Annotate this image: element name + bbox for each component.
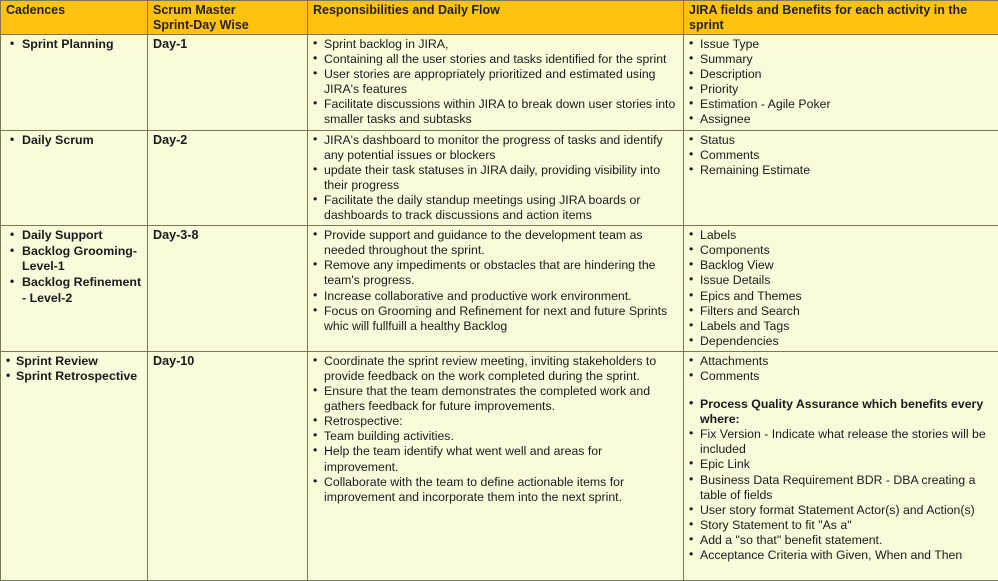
cadence-list	[6, 228, 143, 306]
list-item: • Provide support and guidance to the development team as needed throughout the sprint.	[313, 228, 679, 258]
table-row	[1, 130, 998, 226]
responsibilities-cell	[308, 35, 684, 131]
list-item: • Daily Support	[6, 228, 143, 244]
list-item: • Business Data Requirement BDR - DBA creating a table of fields	[689, 473, 994, 503]
header-cell-jira-fields	[684, 1, 998, 35]
sprint-day-label: Day-10	[153, 354, 303, 370]
list-item: • Remaining Estimate	[689, 163, 994, 178]
list-item: • Focus on Grooming and Refinement for next and future Sprints whic will fullfuill a healthy Backlog	[313, 304, 679, 334]
list-item: • User story format Statement Actor(s) and Action(s)	[689, 503, 994, 518]
list-item: • Facilitate discussions within JIRA to break down user stories into smaller tasks and subtasks	[313, 97, 679, 127]
header-label-jira-fields: JIRA fields and Benefits for each activity in the sprint	[689, 3, 967, 32]
list-item: • Summary	[689, 52, 994, 67]
sprint-day-label: Day-2	[153, 133, 303, 149]
list-item: • Comments	[689, 369, 994, 384]
list-item: • Estimation - Agile Poker	[689, 97, 994, 112]
header-label-responsibilities: Responsibilities and Daily Flow	[313, 3, 500, 17]
list-item: • update their task statuses in JIRA daily, providing visibility into their progress	[313, 163, 679, 193]
cadence-cell	[1, 35, 148, 131]
list-item: • Facilitate the daily standup meetings using JIRA boards or dashboards to track discussions and action items	[313, 193, 679, 223]
table-header	[1, 1, 998, 35]
responsibilities-cell	[308, 226, 684, 352]
cadence-cell	[1, 226, 148, 352]
sprint-day-cell	[148, 130, 308, 226]
list-item: • Add a "so that" benefit statement.	[689, 533, 994, 548]
list-item: • Issue Type	[689, 37, 994, 52]
list-item: • Remove any impediments or obstacles that are hindering the team's progress.	[313, 258, 679, 288]
cadence-list	[6, 354, 143, 385]
table-row	[1, 226, 998, 352]
list-item: • Sprint Planning	[6, 37, 143, 53]
list-item: • Increase collaborative and productive work environment.	[313, 289, 679, 304]
jira-fields-cell	[684, 351, 998, 580]
list-item: • Ensure that the team demonstrates the completed work and gathers feedback for future improvements.	[313, 384, 679, 414]
list-item: • Acceptance Criteria with Given, When and Then	[689, 548, 994, 563]
responsibilities-cell	[308, 130, 684, 226]
list-item: • Backlog Grooming- Level-1	[6, 244, 143, 275]
responsibilities-cell	[308, 351, 684, 580]
list-item: • Backlog View	[689, 258, 994, 273]
jira-fields-list	[689, 354, 994, 563]
list-item: • Dependencies	[689, 334, 994, 349]
jira-section-heading: • Process Quality Assurance which benefits every where:	[689, 397, 994, 427]
sprint-day-label: Day-3-8	[153, 228, 303, 244]
jira-fields-list	[689, 133, 994, 178]
list-item: • JIRA's dashboard to monitor the progress of tasks and identify any potential issues or blockers	[313, 133, 679, 163]
header-cell-responsibilities	[308, 1, 684, 35]
jira-fields-list	[689, 228, 994, 349]
list-item: • Labels	[689, 228, 994, 243]
list-item: • Issue Details	[689, 273, 994, 288]
list-item: • Components	[689, 243, 994, 258]
responsibilities-list	[313, 354, 679, 505]
list-item: • Coordinate the sprint review meeting, inviting stakeholders to provide feedback on the work completed during the sprint.	[313, 354, 679, 384]
cadence-cell	[1, 351, 148, 580]
jira-fields-list	[689, 37, 994, 128]
list-item: • Fix Version - Indicate what release the stories will be included	[689, 427, 994, 457]
list-item: • Epics and Themes	[689, 289, 994, 304]
list-item: • Sprint Review	[6, 354, 143, 370]
list-item: • Story Statement to fit "As a"	[689, 518, 994, 533]
header-cell-cadences	[1, 1, 148, 35]
list-item: • Labels and Tags	[689, 319, 994, 334]
table-row	[1, 351, 998, 580]
table-body	[1, 35, 998, 581]
sprint-day-cell	[148, 351, 308, 580]
list-item: • Sprint Retrospective	[6, 369, 143, 385]
list-item: • Priority	[689, 82, 994, 97]
list-item: • User stories are appropriately prioritized and estimated using JIRA's features	[313, 67, 679, 97]
list-item: • Backlog Refinement - Level-2	[6, 275, 143, 306]
jira-fields-cell	[684, 226, 998, 352]
header-label-scrum-master-line2: Sprint-Day Wise	[153, 18, 303, 33]
sprint-day-label: Day-1	[153, 37, 303, 53]
list-item: • Attachments	[689, 354, 994, 369]
header-row	[1, 1, 998, 35]
cadence-list	[6, 37, 143, 53]
list-item: • Daily Scrum	[6, 133, 143, 149]
jira-fields-cell	[684, 35, 998, 131]
list-item: • Filters and Search	[689, 304, 994, 319]
header-label-cadences: Cadences	[6, 3, 65, 17]
list-item: • Sprint backlog in JIRA,	[313, 37, 679, 52]
list-spacer	[689, 384, 994, 397]
jira-fields-cell	[684, 130, 998, 226]
sprint-day-cell	[148, 35, 308, 131]
list-item: • Epic Link	[689, 457, 994, 472]
responsibilities-list	[313, 37, 679, 128]
list-item: • Retrospective:	[313, 414, 679, 429]
table-row	[1, 35, 998, 131]
cadence-cell	[1, 130, 148, 226]
list-item: • Assignee	[689, 112, 994, 127]
cadence-list	[6, 133, 143, 149]
list-item: • Containing all the user stories and tasks identified for the sprint	[313, 52, 679, 67]
header-label-scrum-master-line1: Scrum Master	[153, 3, 303, 18]
sprint-day-cell	[148, 226, 308, 352]
list-item: • Collaborate with the team to define actionable items for improvement and incorporate them into the next sprint.	[313, 475, 679, 505]
responsibilities-list	[313, 133, 679, 224]
list-item: • Team building activities.	[313, 429, 679, 444]
list-item: • Status	[689, 133, 994, 148]
list-item: • Description	[689, 67, 994, 82]
responsibilities-list	[313, 228, 679, 334]
header-cell-scrum-master	[148, 1, 308, 35]
list-item: • Help the team identify what went well and areas for improvement.	[313, 444, 679, 474]
list-item: • Comments	[689, 148, 994, 163]
